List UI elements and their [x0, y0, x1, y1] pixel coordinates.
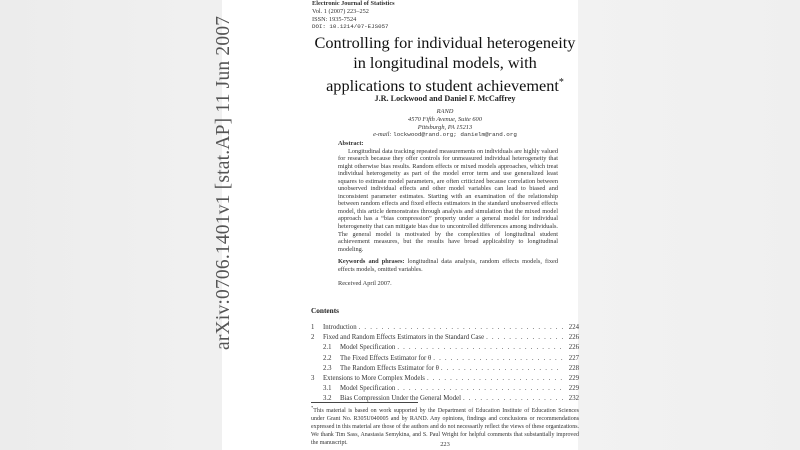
toc-number: 2.3 [323, 364, 332, 372]
toc-number: 2.2 [323, 354, 332, 362]
keywords-label: Keywords and phrases: [338, 258, 405, 266]
title-line-2: in longitudinal models, with [353, 53, 537, 72]
toc-page: 226 [568, 344, 579, 352]
footnote-divider [311, 402, 418, 403]
footnote-text: This material is based on work supported by the Department of Education Institute of Education Sciences under Grant No. R305U040005 and by RAND. Any opinions, findings and conclusions or recommendations expressed in this material are those of the authors and do not necessarily reflect the views of these organizations. We thank Tim Sass, Anastasia Semykina, and S. Paul Wright for helpful comments that substantially improved the manuscript. [311, 407, 579, 447]
toc-item[interactable] [311, 374, 579, 384]
received-date: Received April 2007. [338, 280, 392, 288]
toc-label: Bias Compression Under the General Model [340, 395, 461, 403]
toc-number: 2.1 [323, 344, 332, 352]
journal-doi[interactable]: DOI: 10.1214/07-EJS057 [312, 23, 389, 31]
abstract-text: Longitudinal data tracking repeated measurements on individuals are highly valued for research because they offer controls for unmeasured individual heterogeneity that might otherwise bias results. Random effects or mixed models approaches, which treat individual heterogeneity as part of the model error term and use generalized least squares to estimate model parameters, are often criticized because correlation between unobserved individual effects and other model variables can lead to biased and inconsistent parameter estimates. Starting with an examination of the relationship between random effects and fixed effects estimators in the standard unobserved effects model, this article demonstrates through analysis and simulation that the mixed model approach has a “bias compression” property under a general model for individual heterogeneity that can mitigate bias due to uncontrolled differences among individuals. The general model is motivated by the complexities of longitudinal student achievement measures, but the results have broad applicability to longitudinal modeling. [338, 147, 559, 253]
toc-number: 1 [311, 324, 315, 331]
toc-item[interactable] [311, 333, 579, 343]
toc-number: 3 [311, 375, 315, 383]
toc-leader-dots [441, 364, 563, 374]
affiliation-address-2: Pittsburgh, PA 15213 [417, 123, 473, 131]
toc-page: 226 [568, 334, 579, 342]
toc-item[interactable] [311, 364, 579, 374]
journal-volume: Vol. 1 (2007) 223–252 [312, 7, 369, 15]
affiliation-org: RAND [436, 108, 454, 115]
title-footnote-mark: * [558, 77, 564, 88]
contents-heading: Contents [311, 306, 339, 315]
footnote-mark: * [311, 405, 314, 410]
table-of-contents [311, 323, 579, 405]
toc-page: 227 [568, 354, 579, 362]
toc-page: 229 [568, 385, 579, 393]
toc-item[interactable] [311, 384, 579, 394]
toc-number: 3.1 [323, 385, 332, 393]
arxiv-stamp[interactable]: arXiv:0706.1401v1 [stat.AP] 11 Jun 2007 [213, 15, 234, 350]
toc-label: Model Specification [340, 385, 396, 393]
affiliation-address-1: 4570 Fifth Avenue, Suite 600 [408, 115, 482, 123]
toc-item[interactable] [311, 343, 579, 353]
toc-label: Introduction [323, 324, 357, 331]
email-addresses[interactable]: lockwood@rand.org; danielm@rand.org [393, 131, 517, 139]
toc-page: 228 [568, 364, 579, 372]
toc-label: Extensions to More Complex Models [323, 375, 425, 383]
toc-number: 2 [311, 334, 315, 342]
email-label: e-mail: [373, 131, 392, 139]
toc-label: The Fixed Effects Estimator for θ [340, 354, 432, 362]
keywords-text: longitudinal data analysis, random effects models, fixed effects models, omitted variables. [338, 258, 559, 273]
keywords [338, 258, 558, 273]
toc-page: 229 [568, 375, 579, 383]
title-line-1: Controlling for individual heterogeneity [314, 33, 576, 52]
journal-name: Electronic Journal of Statistics [312, 0, 395, 7]
journal-issn: ISSN: 1935-7524 [312, 15, 357, 23]
affiliation [300, 108, 590, 139]
toc-item[interactable] [311, 323, 579, 333]
toc-number: 3.2 [323, 395, 332, 403]
toc-leader-dots [397, 343, 563, 353]
toc-label: Fixed and Random Effects Estimators in the Standard Case [323, 334, 485, 342]
abstract-label: Abstract: [338, 140, 364, 147]
title-line-3: applications to student achievement [326, 76, 559, 95]
email-line [300, 131, 590, 139]
toc-leader-dots [359, 323, 563, 333]
toc-page: 224 [568, 324, 579, 331]
abstract [338, 140, 558, 288]
toc-leader-dots [486, 333, 563, 343]
paper-title [300, 33, 590, 96]
toc-page: 232 [568, 395, 579, 403]
toc-item[interactable] [311, 354, 579, 364]
toc-label: Model Specification [340, 344, 396, 352]
toc-leader-dots [397, 384, 563, 394]
page-number: 223 [440, 441, 450, 448]
toc-leader-dots [433, 354, 563, 364]
journal-header [312, 0, 395, 31]
toc-label: The Random Effects Estimator for θ [340, 364, 439, 372]
authors: J.R. Lockwood and Daniel F. McCaffrey [374, 94, 516, 103]
toc-leader-dots [427, 374, 563, 384]
